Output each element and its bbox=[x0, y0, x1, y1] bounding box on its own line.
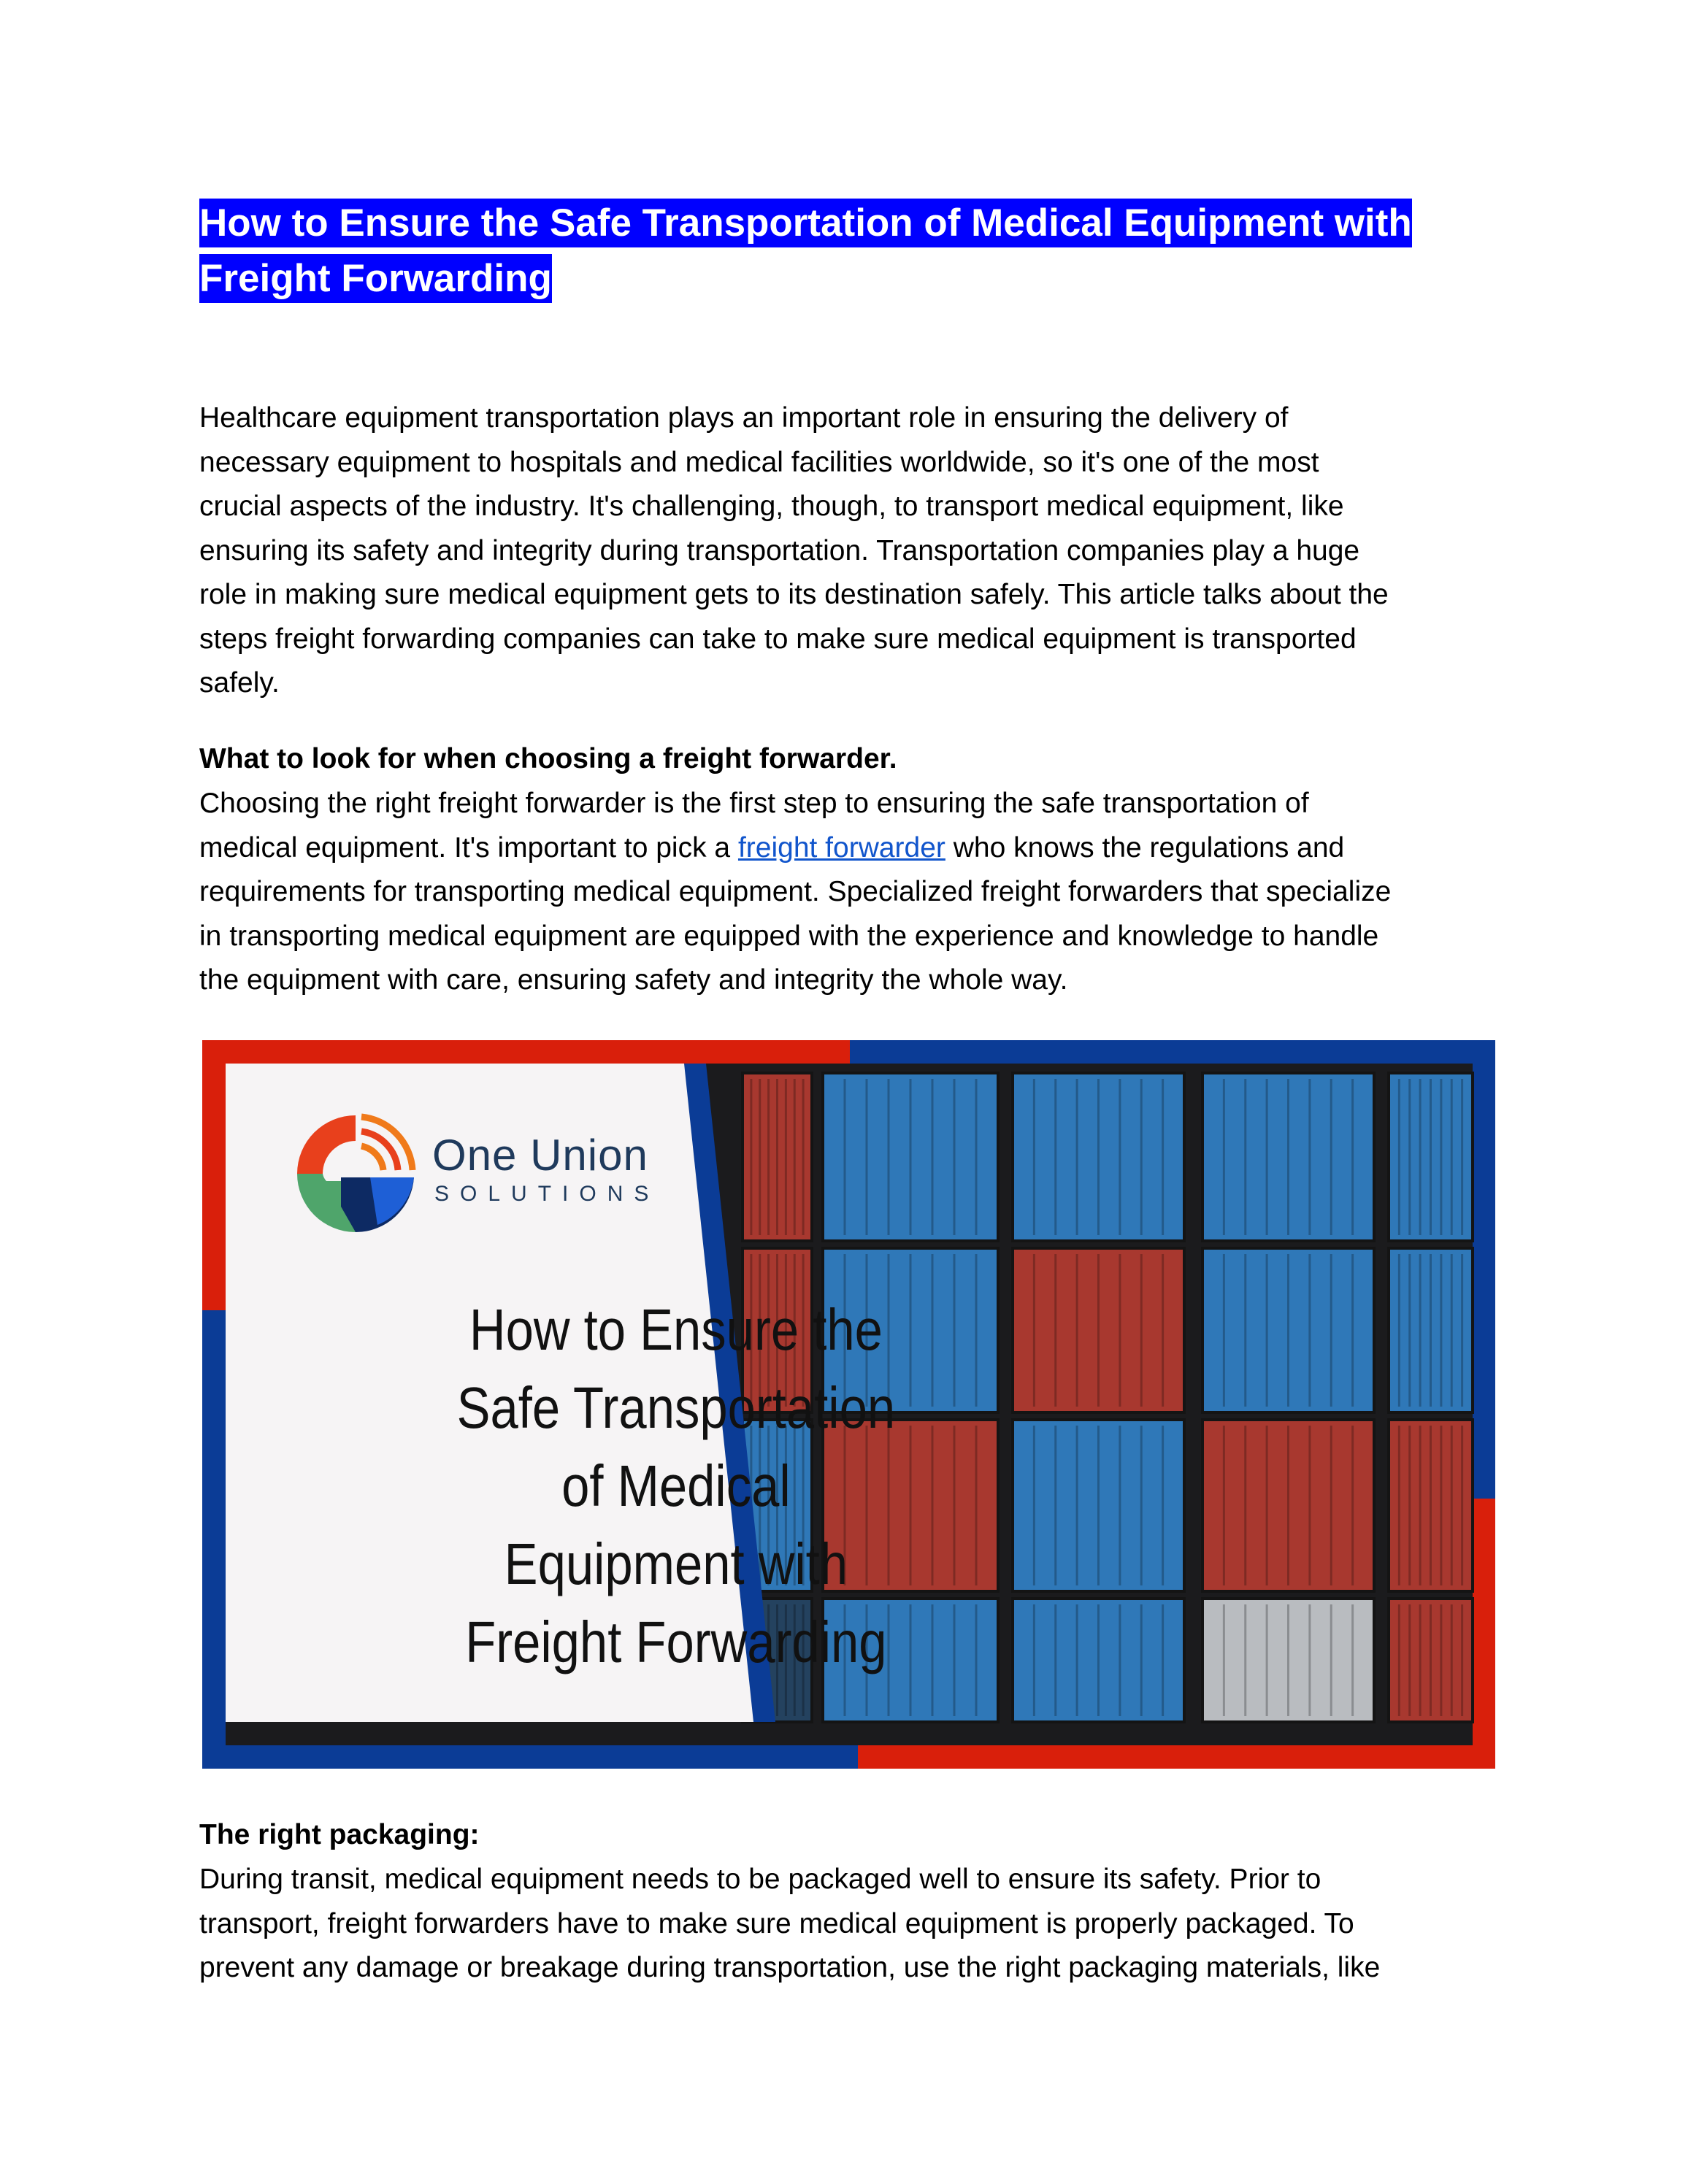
text-line: transport, freight forwarders have to make sure medical equipment is properly packaged. To bbox=[199, 1907, 1354, 1939]
title-line: Freight Forwarding bbox=[199, 254, 552, 303]
text-line: Choosing the right freight forwarder is the first step to ensuring the safe transportation of bbox=[199, 788, 1309, 819]
text-line: requirements for transporting medical equipment. Specialized freight forwarders that specialize bbox=[199, 876, 1392, 907]
text-segment: medical equipment. It's important to pick a bbox=[199, 831, 738, 864]
text-line: necessary equipment to hospitals and medical facilities worldwide, so it's one of the most bbox=[199, 446, 1319, 478]
text-line: steps freight forwarding companies can take to make sure medical equipment is transported bbox=[199, 623, 1357, 655]
text-line: ensuring its safety and integrity during transportation. Transportation companies play a huge bbox=[199, 534, 1360, 566]
text-line: safely. bbox=[199, 667, 280, 699]
banner-title-line: of Medical bbox=[561, 1453, 791, 1518]
freight-forwarder-link[interactable]: freight forwarder bbox=[737, 831, 945, 864]
text-line bbox=[199, 826, 1514, 871]
text-line: role in making sure medical equipment gets to its destination safely. This article talks about the bbox=[199, 579, 1389, 610]
logo-name: One Union bbox=[432, 1131, 648, 1180]
text-segment: who knows the regulations and bbox=[945, 831, 1345, 864]
text-line: crucial aspects of the industry. It's challenging, though, to transport medical equipment, like bbox=[199, 491, 1344, 522]
frame-red-left bbox=[202, 1040, 226, 1310]
section2-paragraph bbox=[199, 1858, 1514, 1991]
text-line: the equipment with care, ensuring safety and integrity the whole way. bbox=[199, 964, 1068, 996]
banner-title-line: Freight Forwarding bbox=[465, 1610, 887, 1674]
logo-subtitle: SOLUTIONS bbox=[434, 1182, 660, 1206]
banner-title-line: How to Ensure the bbox=[469, 1297, 883, 1362]
text-line: Healthcare equipment transportation plays an important role in ensuring the delivery of bbox=[199, 402, 1289, 434]
text-line: in transporting medical equipment are equipped with the experience and knowledge to handle bbox=[199, 920, 1379, 952]
frame-red-top bbox=[202, 1040, 850, 1064]
intro-paragraph bbox=[199, 396, 1514, 706]
article-banner-image bbox=[202, 1040, 1495, 1769]
banner-title-line: Equipment with bbox=[504, 1531, 848, 1596]
text-line: prevent any damage or breakage during transportation, use the right packaging materials, like bbox=[199, 1952, 1381, 1983]
section-heading: What to look for when choosing a freight forwarder. bbox=[199, 743, 897, 774]
frame-red-right bbox=[1473, 1499, 1495, 1769]
title-line: How to Ensure the Safe Transportation of Medical Equipment with bbox=[199, 199, 1412, 247]
section1-paragraph bbox=[199, 782, 1514, 1003]
banner-title-line: Safe Transportation bbox=[456, 1375, 896, 1440]
section-heading: The right packaging: bbox=[199, 1819, 480, 1850]
article-title bbox=[199, 196, 1587, 307]
frame-red-bottom bbox=[858, 1745, 1495, 1769]
text-line: During transit, medical equipment needs to be packaged well to ensure its safety. Prior to bbox=[199, 1864, 1321, 1895]
